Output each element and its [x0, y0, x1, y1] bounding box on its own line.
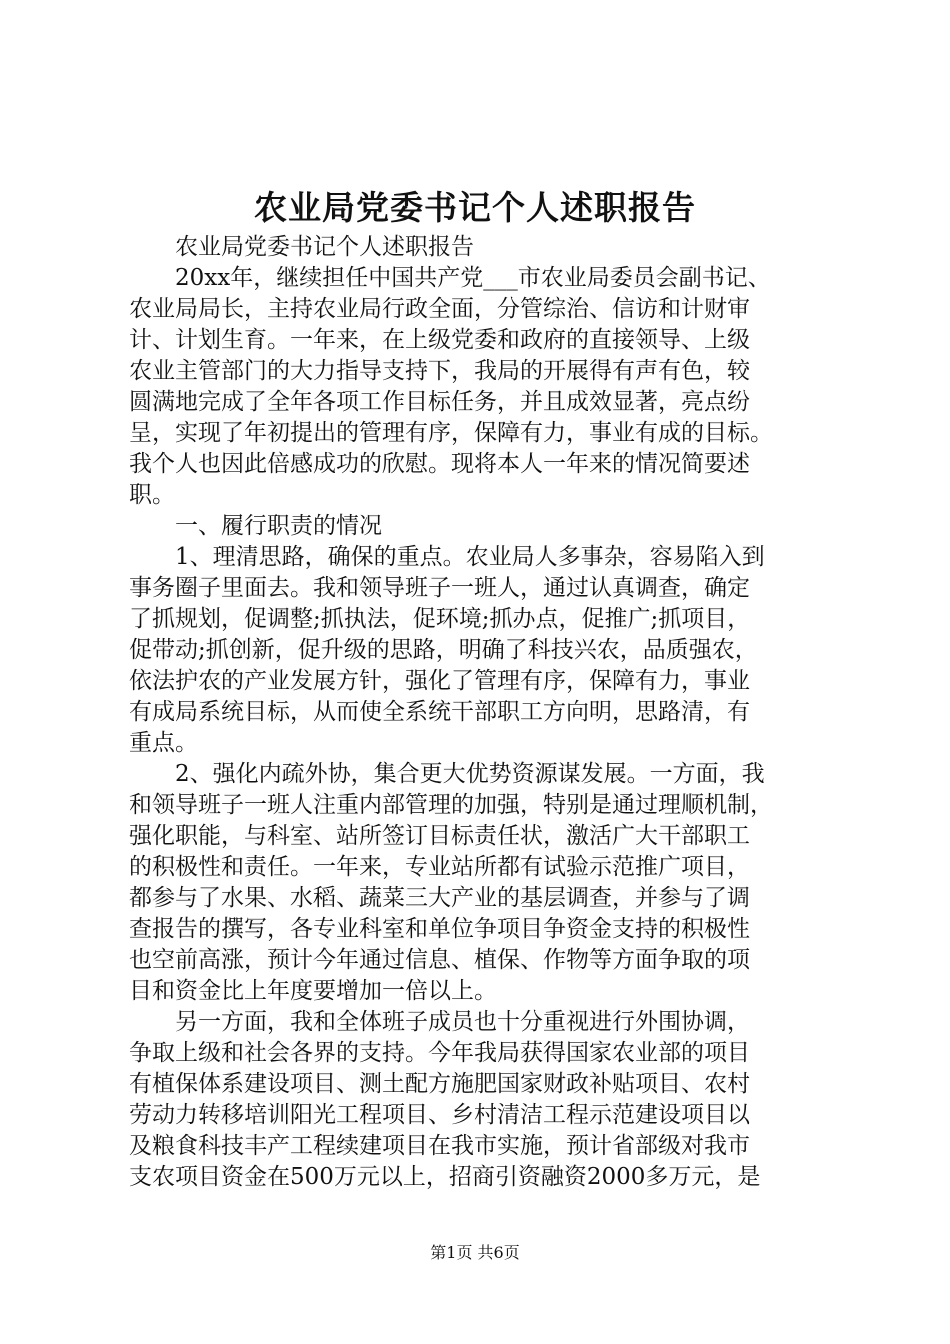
body-line: 的积极性和责任。一年来，专业站所都有试验示范推广项目，: [129, 854, 750, 880]
body-line: 农业局党委书记个人述职报告: [129, 234, 474, 260]
body-line: 事务圈子里面去。我和领导班子一班人，通过认真调查，确定: [129, 575, 750, 601]
body-line: 20xx年，继续担任中国共产党___市农业局委员会副书记、: [129, 265, 771, 291]
body-line: 计、计划生育。一年来，在上级党委和政府的直接领导、上级: [129, 327, 750, 353]
body-line: 另一方面，我和全体班子成员也十分重视进行外围协调，: [129, 1009, 750, 1035]
body-line: 争取上级和社会各界的支持。今年我局获得国家农业部的项目: [129, 1040, 750, 1066]
body-line: 1、理清思路，确保的重点。农业局人多事杂，容易陷入到: [129, 544, 765, 570]
body-line: 及粮食科技丰产工程续建项目在我市实施，预计省部级对我市: [129, 1133, 750, 1159]
body-line: 我个人也因此倍感成功的欣慰。现将本人一年来的情况简要述: [129, 451, 750, 477]
body-line: 职。: [129, 482, 175, 508]
body-line: 2、强化内疏外协，集合更大优势资源谋发展。一方面，我: [129, 761, 765, 787]
body-line: 重点。: [129, 730, 198, 756]
page-footer: 第1页 共6页: [430, 1243, 520, 1262]
document-title: 农业局党委书记个人述职报告: [254, 188, 696, 227]
body-line: 了抓规划，促调整;抓执法，促环境;抓办点，促推广;抓项目，: [129, 606, 751, 632]
body-line: 促带动;抓创新，促升级的思路，明确了科技兴农，品质强农，: [129, 637, 758, 663]
body-line: 都参与了水果、水稻、蔬菜三大产业的基层调查，并参与了调: [129, 885, 750, 911]
body-line: 劳动力转移培训阳光工程项目、乡村清洁工程示范建设项目以: [129, 1102, 750, 1128]
body-line: 农业局局长，主持农业局行政全面，分管综治、信访和计财审: [129, 296, 750, 322]
body-line: 也空前高涨，预计今年通过信息、植保、作物等方面争取的项: [129, 947, 750, 973]
document-body: [129, 232, 829, 1193]
body-line: 农业主管部门的大力指导支持下，我局的开展得有声有色，较: [129, 358, 750, 384]
body-line: 圆满地完成了全年各项工作目标任务，并且成效显著，亮点纷: [129, 389, 750, 415]
body-line: 支农项目资金在500万元以上，招商引资融资2000多万元，是: [129, 1164, 761, 1190]
body-line: 一、履行职责的情况: [129, 513, 382, 539]
body-line: 查报告的撰写，各专业科室和单位争项目争资金支持的积极性: [129, 916, 750, 942]
body-line: 有植保体系建设项目、测土配方施肥国家财政补贴项目、农村: [129, 1071, 750, 1097]
body-line: 呈，实现了年初提出的管理有序，保障有力，事业有成的目标。: [129, 420, 773, 446]
body-line: 依法护农的产业发展方针，强化了管理有序，保障有力，事业: [129, 668, 750, 694]
body-line: 目和资金比上年度要增加一倍以上。: [129, 978, 497, 1004]
body-line: 和领导班子一班人注重内部管理的加强，特别是通过理顺机制，: [129, 792, 773, 818]
body-line: 强化职能，与科室、站所签订目标责任状，激活广大干部职工: [129, 823, 750, 849]
body-line: 有成局系统目标，从而使全系统干部职工方向明，思路清，有: [129, 699, 750, 725]
